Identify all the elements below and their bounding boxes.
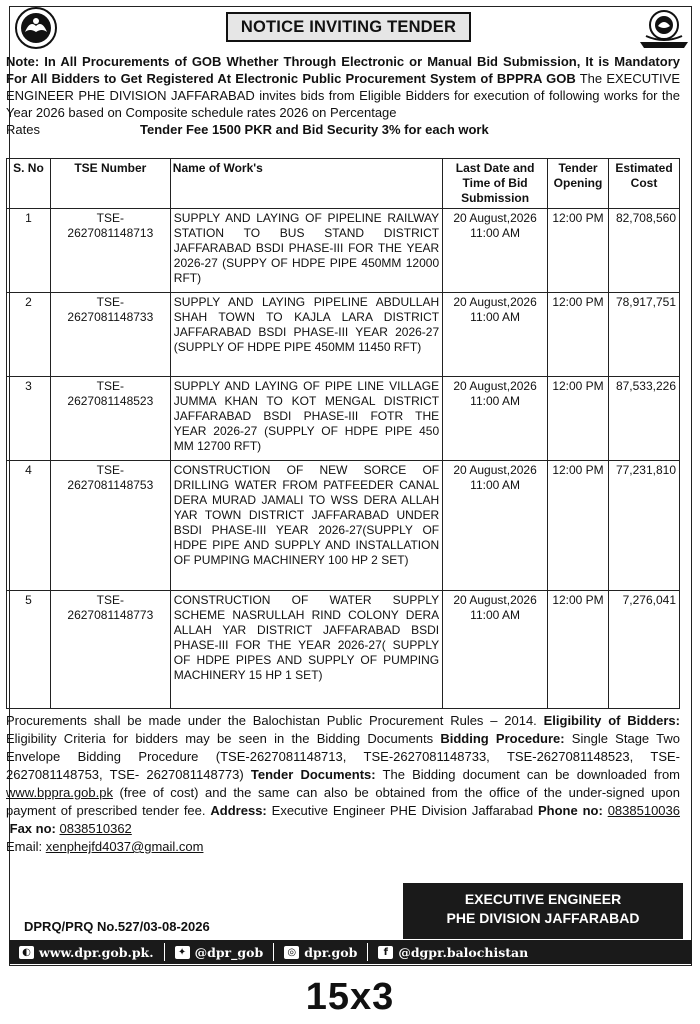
twitter-handle: @dpr_gob (194, 944, 264, 960)
submission-cell (443, 209, 548, 293)
tse-number: 2627081148773 (67, 608, 154, 622)
header-last-date: Last Date and Time of Bid Submission (443, 159, 548, 209)
works-table (6, 158, 680, 709)
tender-documents-text: The Bidding document can be downloaded from (375, 767, 681, 782)
submission-date: 20 August,2026 (453, 463, 537, 477)
tse-cell (50, 461, 170, 591)
work-name: SUPPLY AND LAYING OF PIPE LINE VILLAGE JUMMA KHAN TO KOT MENGAL DISTRICT JAFFARABAD BSDI PHASE-III FOTR THE YEAR 2026-27 (SUPPLY OF HDPE PIPE 450 MM 12700 RFT) (170, 377, 442, 461)
phone-label: Phone no: (537, 803, 603, 818)
work-name: SUPPLY AND LAYING PIPELINE ABDULLAH SHAH TOWN TO KAJLA LARA DISTRICT JAFFARABAD BSDI PHASE-III YEAR 2026-27 (SUPPLY OF HDPE PIPE 450MM 11450 RFT) (170, 293, 442, 377)
intro-paragraph (6, 53, 680, 138)
address-text: Executive Engineer PHE Division Jaffarabad (266, 803, 538, 818)
signatory-title: EXECUTIVE ENGINEER (464, 891, 622, 907)
tse-prefix: TSE- (96, 463, 125, 477)
facebook-social-item[interactable] (368, 943, 538, 961)
tse-prefix: TSE- (96, 593, 125, 607)
eligibility-label: Eligibility of Bidders: (543, 713, 680, 728)
email-address-link[interactable]: xenphejfd4037@gmail.com (45, 839, 204, 854)
address-label: Address: (210, 803, 267, 818)
tse-cell (50, 377, 170, 461)
header-work-name: Name of Work's (170, 159, 442, 209)
work-name: SUPPLY AND LAYING OF PIPELINE RAILWAY STATION TO BUS STAND DISTRICT JAFFARABAD BSDI PHASE-III FOR THE YEAR 2026-27 (SUPPY OF HDPE PIPE 450MM 12000 RFT) (170, 209, 442, 293)
submission-time: 11:00 AM (470, 608, 520, 622)
tender-fee-text: Tender Fee 1500 PKR and Bid Security 3% for each work (140, 122, 489, 137)
instagram-social-item[interactable] (274, 943, 368, 961)
fax-label: Fax no: (9, 821, 56, 836)
opening-time: 12:00 PM (548, 377, 609, 461)
table-row (7, 293, 680, 377)
serial-no: 5 (7, 591, 51, 709)
ad-size-label: 15x3 (305, 976, 395, 1018)
tender-documents-text-2: (free of cost) and the same can also be obtained from the office of the under-signed upon payment of prescribed tender fee. (6, 785, 680, 818)
signatory-division: PHE DIVISION JAFFARABAD (446, 910, 640, 926)
table-row (7, 209, 680, 293)
intro-body: The EXECUTIVE ENGINEER PHE DIVISION JAFFARABAD invites bids from Eligible Bidders for execution of following works for the Year 2026 based on Composite schedule rates 2026 on Percentage (6, 71, 680, 120)
submission-cell (443, 461, 548, 591)
submission-cell (443, 377, 548, 461)
submission-date: 20 August,2026 (453, 211, 537, 225)
procurement-details (6, 712, 680, 856)
header-tse-number: TSE Number (50, 159, 170, 209)
registration-note: Note: In All Procurements of GOB Whether Through Electronic or Manual Bid Submission, It is Mandatory For All Bidders to Get Registered At Electronic Public Procurement System of BPPRA GOB (6, 54, 680, 86)
notice-title: NOTICE INVITING TENDER (226, 12, 471, 42)
table-row (7, 591, 680, 709)
submission-date: 20 August,2026 (453, 379, 537, 393)
tse-number: 2627081148523 (67, 394, 154, 408)
bidding-procedure-label: Bidding Procedure: (440, 731, 565, 746)
submission-time: 11:00 AM (470, 226, 520, 240)
eligibility-text: Eligibility Criteria for bidders may be seen in the Bidding Documents (6, 731, 441, 746)
submission-cell (443, 293, 548, 377)
website-social-item[interactable] (9, 943, 165, 961)
social-media-bar (9, 940, 692, 964)
serial-no: 2 (7, 293, 51, 377)
submission-date: 20 August,2026 (453, 593, 537, 607)
header-tender-opening: Tender Opening (548, 159, 609, 209)
tse-cell (50, 591, 170, 709)
phone-number[interactable]: 0838510036 (607, 803, 680, 818)
serial-no: 4 (7, 461, 51, 591)
header-serial-no: S. No (7, 159, 51, 209)
table-row (7, 461, 680, 591)
email-label: Email: (6, 839, 46, 854)
opening-time: 12:00 PM (548, 209, 609, 293)
opening-time: 12:00 PM (548, 461, 609, 591)
serial-no: 1 (7, 209, 51, 293)
tse-cell (50, 293, 170, 377)
opening-time: 12:00 PM (548, 591, 609, 709)
tse-prefix: TSE- (96, 295, 125, 309)
bppra-website-link[interactable]: www.bppra.gob.pk (6, 785, 113, 800)
tse-prefix: TSE- (96, 379, 125, 393)
submission-time: 11:00 AM (470, 478, 520, 492)
facebook-icon: f (378, 946, 393, 959)
twitter-social-item[interactable] (165, 943, 275, 961)
facebook-handle: @dgpr.balochistan (398, 944, 529, 960)
rates-word: Rates (6, 122, 40, 137)
estimated-cost: 82,708,560 (608, 209, 679, 293)
estimated-cost: 77,231,810 (608, 461, 679, 591)
serial-no: 3 (7, 377, 51, 461)
table-header-row (7, 159, 680, 209)
submission-time: 11:00 AM (470, 394, 520, 408)
fee-line (6, 121, 680, 138)
twitter-icon: ✦ (175, 946, 190, 959)
work-name: CONSTRUCTION OF NEW SORCE OF DRILLING WATER FROM PATFEEDER CANAL DERA MURAD JAMALI TO WSS DERA ALLAH YAR TOWN DISTRICT JAFFARABAD UNDER BSDI PHASE-III YEAR 2026-27(SUPPLY OF HDPE PIPE AND SUPPLY AND INSTALLATION OF PUMPING MACHINERY 100 HP 2 SET) (170, 461, 442, 591)
tse-prefix: TSE- (96, 211, 125, 225)
globe-icon: ◐ (19, 946, 34, 959)
tse-cell (50, 209, 170, 293)
work-name: CONSTRUCTION OF WATER SUPPLY SCHEME NASRULLAH RIND COLONY DERA ALLAH YAR DISTRICT JAFFARABAD BSDI PHASE-III FOR THE YEAR 2026-27( SUPPLY OF HDPE PIPES AND SUPPLY OF PUMPING MACHINERY 15 HP 1 SET) (170, 591, 442, 709)
estimated-cost: 87,533,226 (608, 377, 679, 461)
instagram-icon: ◎ (284, 946, 299, 959)
procurement-rules-text: Procurements shall be made under the Balochistan Public Procurement Rules – 2014. (6, 713, 544, 728)
signature-block (403, 883, 683, 939)
estimated-cost: 7,276,041 (608, 591, 679, 709)
table-row (7, 377, 680, 461)
opening-time: 12:00 PM (548, 293, 609, 377)
instagram-handle: dpr.gob (304, 944, 358, 960)
fax-number[interactable]: 0838510362 (59, 821, 132, 836)
estimated-cost: 78,917,751 (608, 293, 679, 377)
tender-documents-label: Tender Documents: (250, 767, 376, 782)
bidding-procedure-text: Single Stage Two Envelope Bidding Procedure (TSE-2627081148713, TSE-2627081148733, TSE-2627081148523, TSE-2627081148753, TSE- 2627081148773) (6, 731, 680, 782)
balochistan-government-logo (12, 6, 60, 50)
header-estimated-cost: Estimated Cost (608, 159, 679, 209)
submission-time: 11:00 AM (470, 310, 520, 324)
tse-number: 2627081148733 (67, 310, 154, 324)
phe-department-logo (636, 6, 692, 50)
reference-number: DPRQ/PRQ No.527/03-08-2026 (24, 919, 210, 934)
tse-number: 2627081148713 (67, 226, 154, 240)
website-label: www.dpr.gob.pk. (39, 944, 154, 960)
submission-cell (443, 591, 548, 709)
tse-number: 2627081148753 (67, 478, 154, 492)
submission-date: 20 August,2026 (453, 295, 537, 309)
email-line (6, 838, 680, 856)
